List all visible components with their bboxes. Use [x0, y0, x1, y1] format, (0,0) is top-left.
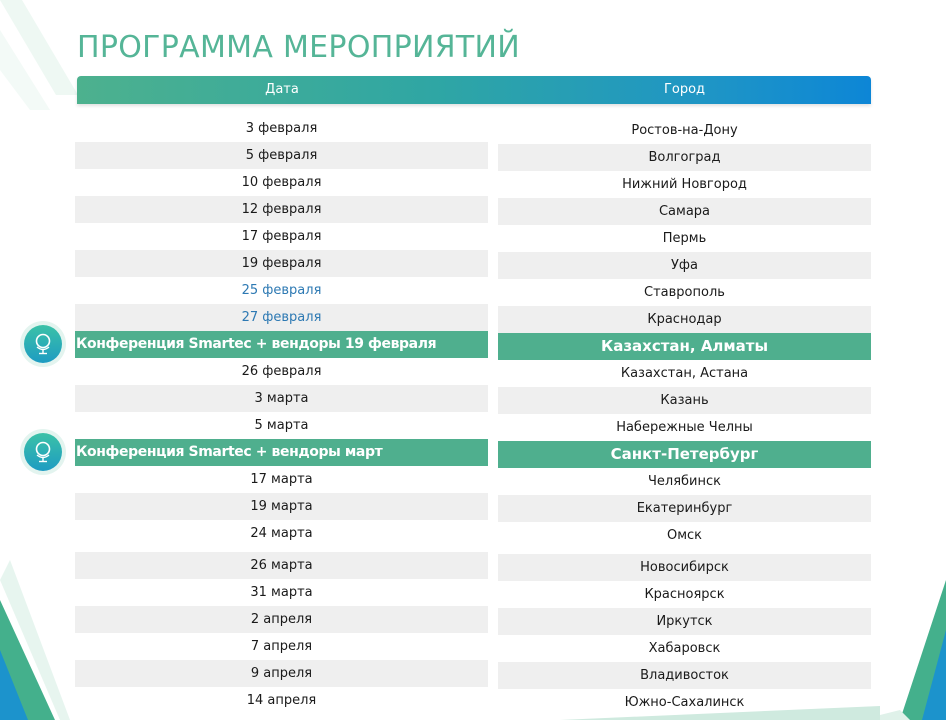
conference-city: Казахстан, Алматы [498, 333, 871, 360]
event-city: Пермь [662, 231, 707, 246]
page-title: ПРОГРАММА МЕРОПРИЯТИЙ [77, 30, 520, 65]
corner-decoration-bottom-right [860, 560, 946, 720]
column-header-city: Город [663, 82, 706, 97]
event-city: Красноярск [644, 587, 725, 602]
event-date: 14 апреля [246, 693, 317, 708]
event-city: Ставрополь [644, 285, 725, 300]
event-date: 27 февраля [75, 304, 488, 331]
event-date: 17 февраля [241, 229, 322, 244]
event-city: Екатеринбург [498, 495, 871, 522]
event-city: Уфа [498, 252, 871, 279]
event-date: 7 апреля [250, 639, 313, 654]
event-date: 10 февраля [241, 175, 322, 190]
event-city: Нижний Новгород [622, 177, 747, 192]
event-date: 2 апреля [75, 606, 488, 633]
table-header [77, 76, 871, 104]
event-date: 19 февраля [75, 250, 488, 277]
event-city: Казахстан, Астана [620, 366, 749, 381]
event-city: Набережные Челны [616, 420, 753, 435]
event-city: Южно-Сахалинск [624, 695, 745, 710]
event-date: 31 марта [250, 585, 313, 600]
corner-decoration-top-left [0, 0, 80, 110]
event-date: 5 марта [254, 418, 309, 433]
event-date: 3 февраля [245, 121, 318, 136]
conference-title: Конференция Smartec + вендоры март [75, 439, 488, 466]
event-city: Казань [498, 387, 871, 414]
event-city: Владивосток [498, 662, 871, 689]
event-city: Волгоград [498, 144, 871, 171]
event-date: 12 февраля [75, 196, 488, 223]
event-date: 25 февраля [241, 283, 322, 298]
event-city: Омск [666, 528, 703, 543]
event-date: 17 марта [250, 472, 313, 487]
event-date: 9 апреля [75, 660, 488, 687]
event-city: Новосибирск [498, 554, 871, 581]
event-date: 26 марта [75, 552, 488, 579]
event-city: Иркутск [498, 608, 871, 635]
corner-decoration-bottom-left [0, 560, 80, 720]
event-city: Ростов-на-Дону [631, 123, 738, 138]
event-city: Челябинск [647, 474, 721, 489]
event-city: Самара [498, 198, 871, 225]
event-date: 5 февраля [75, 142, 488, 169]
event-city: Хабаровск [648, 641, 721, 656]
globe-icon [24, 433, 62, 471]
conference-title: Конференция Smartec + вендоры 19 февраля [75, 331, 488, 358]
conference-city: Санкт-Петербург [498, 441, 871, 468]
column-header-date: Дата [265, 82, 299, 97]
globe-icon [24, 325, 62, 363]
event-date: 26 февраля [241, 364, 322, 379]
event-date: 24 марта [250, 526, 313, 541]
event-date: 19 марта [75, 493, 488, 520]
event-city: Краснодар [498, 306, 871, 333]
event-date: 3 марта [75, 385, 488, 412]
